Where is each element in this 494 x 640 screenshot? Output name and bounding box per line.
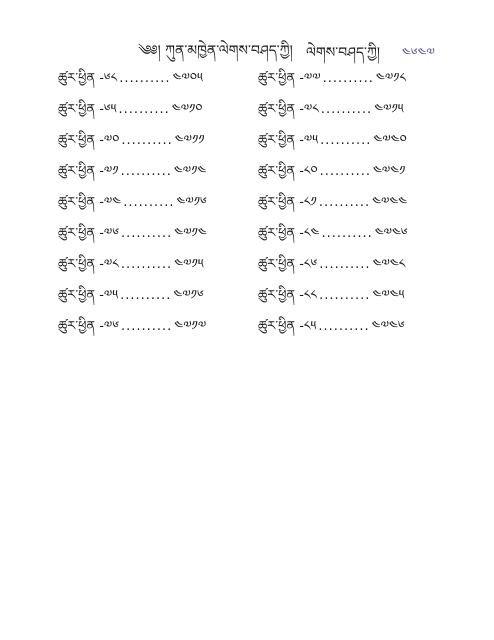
toc-entry [58,130,258,161]
entry-page-number: ༤༧༡༧ [174,319,207,334]
entry-leader-dots: .......... [120,288,172,303]
entry-page-number: ༤༧༡༤ [173,164,207,179]
entry-page-number: ༤༧༠༥ [172,71,203,86]
entry-label: ཚུར་ཕྱིན - [58,257,104,272]
entry-label: ཚུར་ཕྱིན - [58,102,104,117]
entry-leader-dots: .......... [120,257,173,272]
entry-page-number: ༤༧༡༦ [173,288,204,303]
entry-label: ཚུར་ཕྱིན - [58,164,104,179]
entry-page-number: ༤༧༡༦ [176,195,207,210]
entry-leader-dots: .......... [120,226,173,241]
entry-page-number: ༤༧༤༨ [372,257,406,272]
entry-number: ༧༠ [103,133,120,148]
entry-leader-dots: .......... [320,102,373,117]
toc-entry [58,254,258,285]
entry-number: ༧༦ [103,319,119,334]
entry-number: ༧༥ [103,288,119,303]
entry-number: ༨༤ [303,226,320,241]
entry-page-number: ༤༧༤༠ [373,133,407,148]
entry-number: ༨༦ [303,257,318,272]
table-of-contents [58,68,448,347]
entry-page-number: ༤༧༤༡ [372,164,406,179]
toc-entry [58,316,258,347]
entry-label: ཚུར་ཕྱིན - [258,164,304,179]
entry-leader-dots: .......... [322,71,374,86]
entry-leader-dots: .......... [121,133,173,148]
entry-number: ༦༥ [103,102,117,117]
toc-entry [258,316,448,347]
entry-page-number: ༤༧༡༡ [174,133,205,148]
entry-page-number: ༤༧༡༠ [171,102,203,117]
entry-label: ཚུར་ཕྱིན - [58,319,104,334]
entry-label: ཚུར་ཕྱིན - [58,226,104,241]
entry-page-number: ༤༧༡༨ [375,71,407,86]
entry-label: ཚུར་ཕྱིན - [258,257,304,272]
entry-number: ༨༡ [303,195,317,210]
entry-label: ཚུར་ཕྱིན - [58,288,104,303]
entry-label: ཚུར་ཕྱིན - [258,195,304,210]
entry-leader-dots: .......... [120,319,173,334]
entry-page-number: ༤༧༤༦ [374,226,408,241]
entry-number: ༧༧ [303,71,321,86]
entry-label: ཚུར་ཕྱིན - [58,195,104,210]
entry-page-number: ༤༧༡༥ [174,257,204,272]
entry-page-number: ༤༧༡༤ [174,226,207,241]
entry-leader-dots: .......... [321,226,373,241]
entry-leader-dots: .......... [320,133,372,148]
toc-entry [258,161,448,192]
toc-entry [58,99,258,130]
entry-number: ༨༠ [303,164,318,179]
entry-label: ཚུར་ཕྱིན - [258,319,304,334]
entry-label: ཚུར་ཕྱིན - [58,133,104,148]
toc-entry [58,223,258,254]
entry-number: ༧༡ [103,164,119,179]
entry-label: ཚུར་ཕྱིན - [258,133,304,148]
entry-number: ༦༨ [103,71,118,86]
toc-entry [258,223,448,254]
header-subtitle: ལེགས་བཤད་ཀྱི། [306,45,380,61]
entry-label: ཚུར་ཕྱིན - [258,102,304,117]
toc-entry [58,192,258,223]
entry-leader-dots: .......... [123,195,175,210]
entry-number: ༨༥ [303,319,317,334]
page-header [0,34,494,61]
toc-entry [258,254,448,285]
toc-entry [258,99,448,130]
toc-entry [258,192,448,223]
entry-label: ཚུར་ཕྱིན - [258,288,304,303]
entry-leader-dots: .......... [120,164,172,179]
entry-leader-dots: .......... [319,288,371,303]
toc-entry [258,285,448,316]
entry-label: ཚུར་ཕྱིན - [58,71,104,86]
toc-entry [258,130,448,161]
entry-leader-dots: .......... [118,102,170,117]
entry-page-number: ༤༧༤༤ [372,195,408,210]
entry-label: ཚུར་ཕྱིན - [258,226,304,241]
header-title: ༄༅། ཀུན་མཁྱེན་ལེགས་བཤད་ཀྱི། [138,43,293,59]
entry-number: ༧༤ [103,195,122,210]
entry-label: ཚུར་ཕྱིན - [258,71,304,86]
entry-leader-dots: .......... [119,71,171,86]
entry-leader-dots: .......... [319,257,371,272]
toc-entry [58,161,258,192]
entry-leader-dots: .......... [318,319,370,334]
entry-leader-dots: .......... [318,195,371,210]
header-page-number: ༤༦༤༧ [402,46,435,61]
entry-page-number: ༤༧༤༥ [372,288,405,303]
entry-number: ༨༨ [303,288,318,303]
entry-number: ༧༥ [303,133,319,148]
entry-number: ༧༦ [103,226,119,241]
entry-page-number: ༤༧༤༦ [371,319,405,334]
entry-number: ༧༨ [103,257,119,272]
entry-leader-dots: .......... [319,164,371,179]
toc-entry [58,285,258,316]
entry-number: ༧༨ [303,102,319,117]
entry-page-number: ༤༧༡༥ [374,102,404,117]
toc-entry [258,68,448,99]
toc-entry [58,68,258,99]
